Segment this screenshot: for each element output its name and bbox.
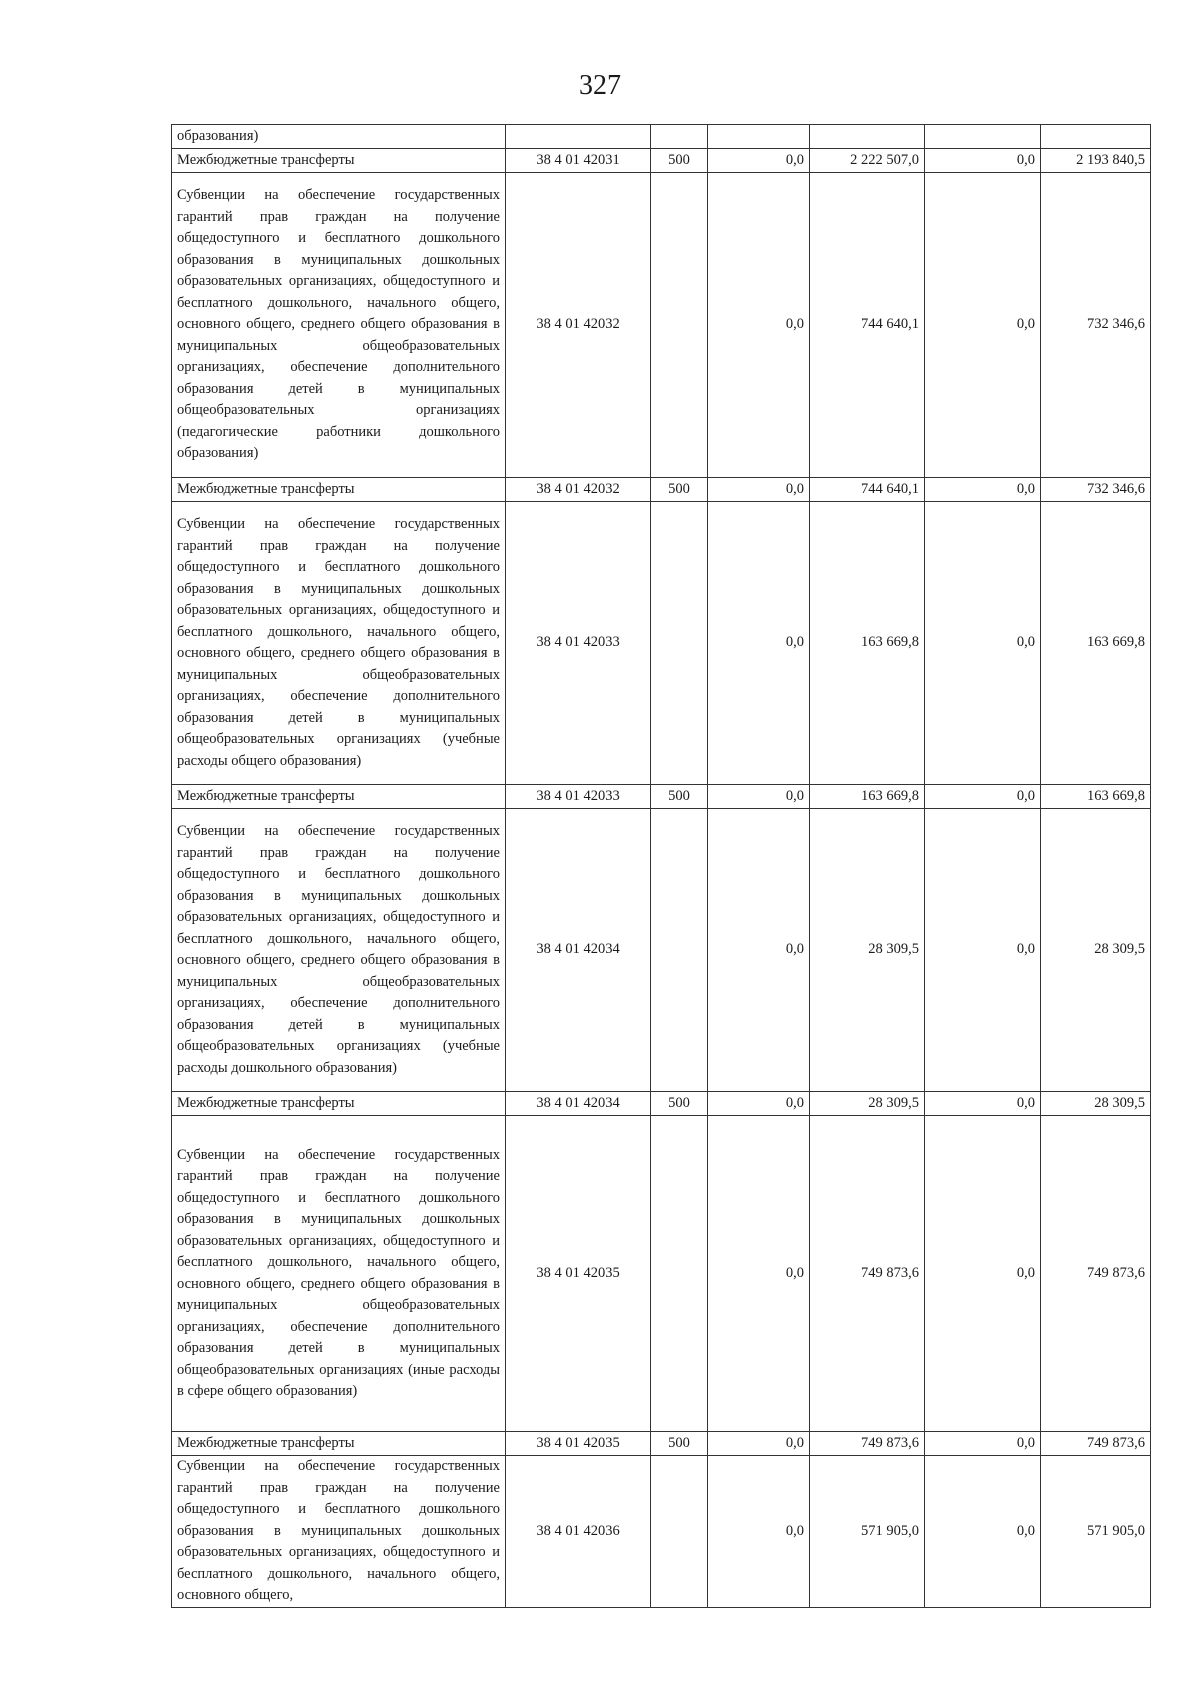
kcsr-code-cell: 38 4 01 42033 [506, 785, 651, 809]
amount-1-cell: 0,0 [708, 1432, 810, 1456]
amount-1-cell: 0,0 [708, 1116, 810, 1432]
row-name-cell: Межбюджетные трансферты [172, 478, 506, 502]
row-name-cell: Субвенции на обеспечение государственных гарантий прав граждан на получение общедоступного и бесплатного дошкольного образования в муниципальных дошкольных образовательных организациях, общедоступного и бесплатного дошкольного, начального общего, основного общего, [172, 1456, 506, 1608]
amount-2-cell: 163 669,8 [810, 785, 925, 809]
kvr-code-cell: 500 [651, 785, 708, 809]
amount-2-cell: 744 640,1 [810, 478, 925, 502]
kcsr-code-cell [506, 125, 651, 149]
row-name-cell: Межбюджетные трансферты [172, 785, 506, 809]
kvr-code-cell: 500 [651, 1092, 708, 1116]
table-row [172, 149, 1151, 173]
amount-4-cell: 571 905,0 [1041, 1456, 1151, 1608]
amount-2-cell [810, 125, 925, 149]
row-name-cell: Межбюджетные трансферты [172, 1432, 506, 1456]
table-row [172, 1116, 1151, 1432]
amount-3-cell [925, 125, 1041, 149]
table-row [172, 785, 1151, 809]
amount-3-cell: 0,0 [925, 1116, 1041, 1432]
amount-4-cell: 749 873,6 [1041, 1432, 1151, 1456]
amount-3-cell: 0,0 [925, 1092, 1041, 1116]
table-row [172, 478, 1151, 502]
table-row [172, 1456, 1151, 1608]
amount-2-cell: 749 873,6 [810, 1116, 925, 1432]
amount-3-cell: 0,0 [925, 1456, 1041, 1608]
amount-4-cell: 2 193 840,5 [1041, 149, 1151, 173]
kcsr-code-cell: 38 4 01 42032 [506, 478, 651, 502]
table-row [172, 502, 1151, 785]
amount-4-cell: 732 346,6 [1041, 478, 1151, 502]
kcsr-code-cell: 38 4 01 42031 [506, 149, 651, 173]
amount-1-cell: 0,0 [708, 1092, 810, 1116]
amount-3-cell: 0,0 [925, 1432, 1041, 1456]
kcsr-code-cell: 38 4 01 42034 [506, 809, 651, 1092]
kvr-code-cell [651, 1116, 708, 1432]
amount-3-cell: 0,0 [925, 478, 1041, 502]
kvr-code-cell: 500 [651, 478, 708, 502]
amount-3-cell: 0,0 [925, 785, 1041, 809]
table-row [172, 1432, 1151, 1456]
table-row [172, 1092, 1151, 1116]
kvr-code-cell [651, 173, 708, 478]
row-name-cell: Субвенции на обеспечение государственных гарантий прав граждан на получение общедоступного и бесплатного дошкольного образования в муниципальных дошкольных образовательных организациях, общедоступного и бесплатного дошкольного, начального общего, основного общего, среднего общего образования в муниципальных общеобразовательных организациях, обеспечение дополнительного образования детей в муниципальных общеобразовательных организациях (иные расходы в сфере общего образования) [172, 1116, 506, 1432]
amount-1-cell: 0,0 [708, 173, 810, 478]
page-number: 327 [579, 70, 621, 101]
budget-table [171, 124, 1151, 1608]
amount-2-cell: 28 309,5 [810, 1092, 925, 1116]
amount-4-cell: 163 669,8 [1041, 502, 1151, 785]
amount-2-cell: 163 669,8 [810, 502, 925, 785]
amount-2-cell: 2 222 507,0 [810, 149, 925, 173]
kvr-code-cell: 500 [651, 1432, 708, 1456]
amount-4-cell: 28 309,5 [1041, 1092, 1151, 1116]
table-row [172, 173, 1151, 478]
kvr-code-cell [651, 1456, 708, 1608]
kcsr-code-cell: 38 4 01 42034 [506, 1092, 651, 1116]
amount-1-cell: 0,0 [708, 478, 810, 502]
amount-3-cell: 0,0 [925, 809, 1041, 1092]
amount-2-cell: 744 640,1 [810, 173, 925, 478]
amount-3-cell: 0,0 [925, 173, 1041, 478]
row-name-cell: Субвенции на обеспечение государственных гарантий прав граждан на получение общедоступного и бесплатного дошкольного образования в муниципальных дошкольных образовательных организациях, общедоступного и бесплатного дошкольного, начального общего, основного общего, среднего общего образования в муниципальных общеобразовательных организациях, обеспечение дополнительного образования детей в муниципальных общеобразовательных организациях (учебные расходы дошкольного образования) [172, 809, 506, 1092]
kvr-code-cell [651, 809, 708, 1092]
amount-4-cell [1041, 125, 1151, 149]
kvr-code-cell [651, 125, 708, 149]
amount-1-cell: 0,0 [708, 1456, 810, 1608]
amount-4-cell: 732 346,6 [1041, 173, 1151, 478]
amount-1-cell: 0,0 [708, 809, 810, 1092]
amount-4-cell: 163 669,8 [1041, 785, 1151, 809]
row-name-cell: Межбюджетные трансферты [172, 149, 506, 173]
kcsr-code-cell: 38 4 01 42035 [506, 1116, 651, 1432]
row-name-cell: образования) [172, 125, 506, 149]
table-body [172, 125, 1151, 1608]
kcsr-code-cell: 38 4 01 42032 [506, 173, 651, 478]
amount-2-cell: 28 309,5 [810, 809, 925, 1092]
row-name-cell: Субвенции на обеспечение государственных гарантий прав граждан на получение общедоступного и бесплатного дошкольного образования в муниципальных дошкольных образовательных организациях, общедоступного и бесплатного дошкольного, начального общего, основного общего, среднего общего образования в муниципальных общеобразовательных организациях, обеспечение дополнительного образования детей в муниципальных общеобразовательных организациях (педагогические работники дошкольного образования) [172, 173, 506, 478]
amount-1-cell: 0,0 [708, 785, 810, 809]
table-row [172, 125, 1151, 149]
amount-1-cell: 0,0 [708, 149, 810, 173]
amount-2-cell: 749 873,6 [810, 1432, 925, 1456]
amount-2-cell: 571 905,0 [810, 1456, 925, 1608]
kcsr-code-cell: 38 4 01 42035 [506, 1432, 651, 1456]
amount-4-cell: 28 309,5 [1041, 809, 1151, 1092]
amount-1-cell: 0,0 [708, 502, 810, 785]
kvr-code-cell [651, 502, 708, 785]
row-name-cell: Субвенции на обеспечение государственных гарантий прав граждан на получение общедоступного и бесплатного дошкольного образования в муниципальных дошкольных образовательных организациях, общедоступного и бесплатного дошкольного, начального общего, основного общего, среднего общего образования в муниципальных общеобразовательных организациях, обеспечение дополнительного образования детей в муниципальных общеобразовательных организациях (учебные расходы общего образования) [172, 502, 506, 785]
amount-4-cell: 749 873,6 [1041, 1116, 1151, 1432]
row-name-cell: Межбюджетные трансферты [172, 1092, 506, 1116]
amount-1-cell [708, 125, 810, 149]
table-row [172, 809, 1151, 1092]
kcsr-code-cell: 38 4 01 42033 [506, 502, 651, 785]
amount-3-cell: 0,0 [925, 149, 1041, 173]
kvr-code-cell: 500 [651, 149, 708, 173]
kcsr-code-cell: 38 4 01 42036 [506, 1456, 651, 1608]
amount-3-cell: 0,0 [925, 502, 1041, 785]
